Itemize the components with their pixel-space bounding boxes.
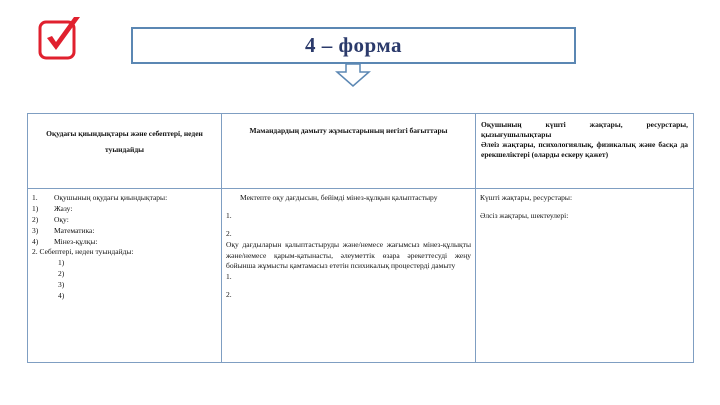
header-weaknesses-line2: Әлеіз жақтары, психологиялық, физикалық және басқа да ерекшеліктері (оларды ескеру қажет) [481,140,688,160]
list-item: Оқу: [54,214,69,224]
weaknesses-label: Әлсіз жақтары, шектеулері: [480,210,569,220]
list-item: 3) [58,280,65,289]
list-number: 1. [32,193,38,202]
red-checkmark-icon [38,14,84,62]
list-item: 2) [58,269,65,279]
list-item: 1) [58,258,65,268]
list-item: 2. [226,228,232,238]
list-item: 2. [226,290,232,300]
list-item: 1. [226,210,232,220]
list-number: 4) [32,236,39,246]
list-item: Оқушының оқудағы қиындықтары: [54,193,168,202]
header-difficulties: Оқудағы қиындықтары және себептері, неден туындайды [28,114,222,189]
title-box [131,27,576,64]
cell-strengths [476,189,694,363]
list-item: Мінез-құлқы: [54,236,98,246]
list-item: Математика: [54,225,95,235]
directions-heading: Мектепте оқу дағдысын, бейімді мінез-құлқын қалыптастыру [240,193,438,202]
header-directions: Мамандардың дамыту жұмыстарының негізгі бағыттары [222,114,476,189]
header-strengths-line1: Оқушының күшті жақтары, ресурстары, қызығушылықтары [481,120,688,140]
list-item: 2. Себептері, неден туындайды: [32,247,134,257]
list-item: 1. [226,272,232,282]
table-body-row [28,189,694,363]
cell-directions [222,189,476,363]
strengths-label: Күшті жақтары, ресурстары: [480,193,573,202]
list-number: 2) [32,214,39,224]
directions-paragraph: Оқу дағдыларын қалыптастыруды және/немесе жағымсыз мінез-құлықты және/немесе қарым-қатынасты, әлеуметтік өзара әрекеттесуді жеңу бойынша жұмысты қамтамасыз ететін психикалық процестерді дамыту [226,239,471,271]
down-arrow-icon [335,63,371,87]
table-header-row [28,114,694,189]
page-title: 4 – форма [304,33,403,57]
list-number: 1) [32,203,39,213]
header-strengths [476,114,694,189]
form-table [27,113,694,363]
list-number: 3) [32,225,39,235]
list-item: Жазу: [54,203,73,213]
list-item: 4) [58,290,65,300]
cell-difficulties [28,189,222,363]
